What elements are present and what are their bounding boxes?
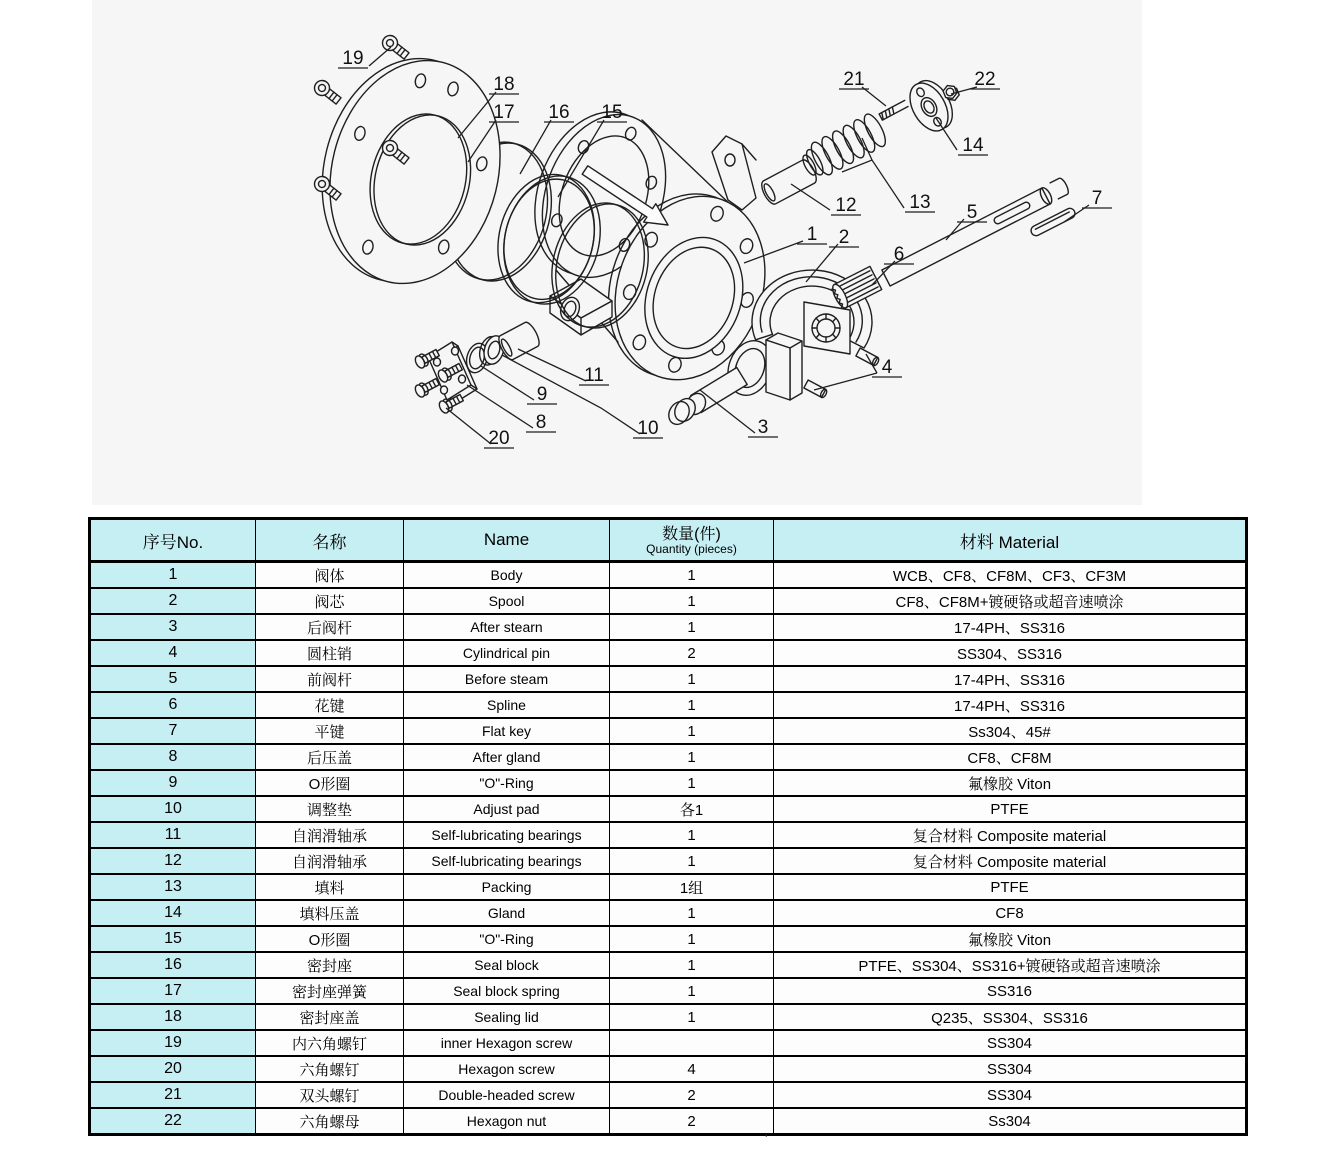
table-row bbox=[90, 848, 1247, 874]
row-no-cell: 11 bbox=[90, 822, 256, 848]
part-number-label: 10 bbox=[637, 418, 659, 439]
name-cn-cell: 密封座弹簧 bbox=[256, 978, 404, 1004]
row-no-cell: 16 bbox=[90, 952, 256, 978]
name-cn-cell: 平键 bbox=[256, 718, 404, 744]
row-no-cell: 7 bbox=[90, 718, 256, 744]
quantity-cell: 各1 bbox=[610, 796, 774, 822]
table-row bbox=[90, 952, 1247, 978]
part-number-label: 13 bbox=[909, 192, 931, 213]
stray-mark: ' bbox=[765, 1131, 768, 1146]
quantity-cell: 2 bbox=[610, 640, 774, 666]
header-quantity bbox=[610, 519, 774, 562]
table-row bbox=[90, 822, 1247, 848]
header-material: 材料 Material bbox=[774, 519, 1247, 562]
row-no-cell: 4 bbox=[90, 640, 256, 666]
row-no-cell: 12 bbox=[90, 848, 256, 874]
material-cell: 17-4PH、SS316 bbox=[774, 614, 1247, 640]
part-number-label: 3 bbox=[757, 417, 769, 438]
material-cell: SS304 bbox=[774, 1030, 1247, 1056]
material-cell: WCB、CF8、CF8M、CF3、CF3M bbox=[774, 562, 1247, 589]
part-number-label: 15 bbox=[601, 102, 623, 123]
material-cell: PTFE、SS304、SS316+镀硬铬或超音速喷涂 bbox=[774, 952, 1247, 978]
name-en-cell: After stearn bbox=[404, 614, 610, 640]
quantity-cell: 1 bbox=[610, 770, 774, 796]
name-en-cell: Sealing lid bbox=[404, 1004, 610, 1030]
table-row bbox=[90, 718, 1247, 744]
table-row bbox=[90, 926, 1247, 952]
header-no: 序号No. bbox=[90, 519, 256, 562]
table-row bbox=[90, 770, 1247, 796]
material-cell: SS304 bbox=[774, 1056, 1247, 1082]
quantity-cell: 1 bbox=[610, 1004, 774, 1030]
name-cn-cell: 密封座盖 bbox=[256, 1004, 404, 1030]
material-cell: 复合材料 Composite material bbox=[774, 822, 1247, 848]
name-en-cell: Hexagon nut bbox=[404, 1108, 610, 1135]
name-cn-cell: 密封座 bbox=[256, 952, 404, 978]
name-cn-cell: 填料压盖 bbox=[256, 900, 404, 926]
material-cell: SS316 bbox=[774, 978, 1247, 1004]
table-row bbox=[90, 588, 1247, 614]
name-en-cell: Cylindrical pin bbox=[404, 640, 610, 666]
name-en-cell: "O"-Ring bbox=[404, 926, 610, 952]
quantity-cell: 1 bbox=[610, 562, 774, 589]
name-cn-cell: 填料 bbox=[256, 874, 404, 900]
table-row bbox=[90, 900, 1247, 926]
name-en-cell: Spool bbox=[404, 588, 610, 614]
table-row bbox=[90, 692, 1247, 718]
row-no-cell: 10 bbox=[90, 796, 256, 822]
part-number-label: 18 bbox=[493, 74, 515, 95]
name-cn-cell: 六角螺母 bbox=[256, 1108, 404, 1135]
table-row bbox=[90, 1030, 1247, 1056]
name-cn-cell: 圆柱销 bbox=[256, 640, 404, 666]
quantity-cell: 1 bbox=[610, 822, 774, 848]
material-cell: 17-4PH、SS316 bbox=[774, 666, 1247, 692]
table-row bbox=[90, 1082, 1247, 1108]
quantity-cell: 1 bbox=[610, 588, 774, 614]
quantity-cell: 2 bbox=[610, 1082, 774, 1108]
parts-table-body bbox=[90, 562, 1247, 1135]
part-number-label: 6 bbox=[893, 244, 905, 265]
quantity-cell: 1 bbox=[610, 718, 774, 744]
name-cn-cell: 后压盖 bbox=[256, 744, 404, 770]
quantity-cell: 1 bbox=[610, 952, 774, 978]
material-cell: CF8、CF8M+镀硬铬或超音速喷涂 bbox=[774, 588, 1247, 614]
name-cn-cell: 前阀杆 bbox=[256, 666, 404, 692]
table-row bbox=[90, 562, 1247, 589]
row-no-cell: 3 bbox=[90, 614, 256, 640]
table-row bbox=[90, 1004, 1247, 1030]
header-quantity-en: Quantity (pieces) bbox=[646, 541, 737, 556]
header-name-cn: 名称 bbox=[256, 519, 404, 562]
name-cn-cell: O形圈 bbox=[256, 926, 404, 952]
material-cell: SS304、SS316 bbox=[774, 640, 1247, 666]
material-cell: PTFE bbox=[774, 796, 1247, 822]
name-en-cell: Seal block bbox=[404, 952, 610, 978]
table-row bbox=[90, 614, 1247, 640]
name-en-cell: "O"-Ring bbox=[404, 770, 610, 796]
quantity-cell: 1 bbox=[610, 848, 774, 874]
row-no-cell: 5 bbox=[90, 666, 256, 692]
row-no-cell: 20 bbox=[90, 1056, 256, 1082]
material-cell: 氟橡胶 Viton bbox=[774, 926, 1247, 952]
name-cn-cell: 自润滑轴承 bbox=[256, 822, 404, 848]
header-name-en: Name bbox=[404, 519, 610, 562]
part-number-label: 14 bbox=[962, 135, 984, 156]
quantity-cell: 1 bbox=[610, 692, 774, 718]
material-cell: 氟橡胶 Viton bbox=[774, 770, 1247, 796]
name-en-cell: Self-lubricating bearings bbox=[404, 848, 610, 874]
quantity-cell: 4 bbox=[610, 1056, 774, 1082]
quantity-cell: 2 bbox=[610, 1108, 774, 1135]
name-en-cell: Gland bbox=[404, 900, 610, 926]
part-number-label: 8 bbox=[535, 412, 547, 433]
quantity-cell: 1 bbox=[610, 744, 774, 770]
part-number-label: 17 bbox=[493, 102, 515, 123]
name-cn-cell: 阀体 bbox=[256, 562, 404, 589]
row-no-cell: 6 bbox=[90, 692, 256, 718]
quantity-cell: 1 bbox=[610, 978, 774, 1004]
row-no-cell: 21 bbox=[90, 1082, 256, 1108]
exploded-view-diagram bbox=[0, 0, 1333, 505]
name-en-cell: Double-headed screw bbox=[404, 1082, 610, 1108]
row-no-cell: 2 bbox=[90, 588, 256, 614]
table-header-row bbox=[90, 519, 1247, 562]
header-quantity-cn: 数量(件) bbox=[662, 525, 721, 543]
row-no-cell: 17 bbox=[90, 978, 256, 1004]
table-row bbox=[90, 874, 1247, 900]
table-row bbox=[90, 640, 1247, 666]
material-cell: CF8、CF8M bbox=[774, 744, 1247, 770]
parts-table bbox=[88, 517, 1248, 1136]
table-row bbox=[90, 1056, 1247, 1082]
name-en-cell: Before steam bbox=[404, 666, 610, 692]
table-row bbox=[90, 744, 1247, 770]
name-cn-cell: O形圈 bbox=[256, 770, 404, 796]
part-number-label: 22 bbox=[974, 69, 996, 90]
name-en-cell: Seal block spring bbox=[404, 978, 610, 1004]
material-cell: CF8 bbox=[774, 900, 1247, 926]
name-en-cell: Adjust pad bbox=[404, 796, 610, 822]
part-number-label: 21 bbox=[843, 69, 865, 90]
name-en-cell: Self-lubricating bearings bbox=[404, 822, 610, 848]
row-no-cell: 8 bbox=[90, 744, 256, 770]
part-number-label: 9 bbox=[536, 384, 548, 405]
row-no-cell: 19 bbox=[90, 1030, 256, 1056]
table-row bbox=[90, 978, 1247, 1004]
quantity-cell: 1 bbox=[610, 666, 774, 692]
part-number-label: 7 bbox=[1091, 188, 1103, 209]
name-cn-cell: 六角螺钉 bbox=[256, 1056, 404, 1082]
row-no-cell: 1 bbox=[90, 562, 256, 589]
part-number-label: 20 bbox=[488, 428, 510, 449]
part-number-label: 19 bbox=[342, 48, 364, 69]
table-row bbox=[90, 666, 1247, 692]
name-en-cell: Body bbox=[404, 562, 610, 589]
name-cn-cell: 内六角螺钉 bbox=[256, 1030, 404, 1056]
name-en-cell: inner Hexagon screw bbox=[404, 1030, 610, 1056]
quantity-cell: 1 bbox=[610, 614, 774, 640]
material-cell: PTFE bbox=[774, 874, 1247, 900]
row-no-cell: 13 bbox=[90, 874, 256, 900]
material-cell: Q235、SS304、SS316 bbox=[774, 1004, 1247, 1030]
part-number-label: 16 bbox=[548, 102, 570, 123]
name-cn-cell: 后阀杆 bbox=[256, 614, 404, 640]
name-en-cell: Flat key bbox=[404, 718, 610, 744]
part-number-label: 2 bbox=[838, 227, 850, 248]
name-en-cell: After gland bbox=[404, 744, 610, 770]
part-number-label: 11 bbox=[584, 365, 604, 386]
part-number-label: 1 bbox=[806, 224, 818, 245]
quantity-cell: 1 bbox=[610, 900, 774, 926]
quantity-cell: 1 bbox=[610, 926, 774, 952]
name-cn-cell: 调整垫 bbox=[256, 796, 404, 822]
name-en-cell: Packing bbox=[404, 874, 610, 900]
row-no-cell: 15 bbox=[90, 926, 256, 952]
material-cell: 复合材料 Composite material bbox=[774, 848, 1247, 874]
row-no-cell: 18 bbox=[90, 1004, 256, 1030]
table-row bbox=[90, 1108, 1247, 1135]
name-cn-cell: 双头螺钉 bbox=[256, 1082, 404, 1108]
name-en-cell: Spline bbox=[404, 692, 610, 718]
quantity-cell bbox=[610, 1030, 774, 1056]
material-cell: Ss304 bbox=[774, 1108, 1247, 1135]
part-number-label: 5 bbox=[966, 202, 978, 223]
row-no-cell: 9 bbox=[90, 770, 256, 796]
material-cell: 17-4PH、SS316 bbox=[774, 692, 1247, 718]
name-cn-cell: 花键 bbox=[256, 692, 404, 718]
name-cn-cell: 自润滑轴承 bbox=[256, 848, 404, 874]
name-cn-cell: 阀芯 bbox=[256, 588, 404, 614]
material-cell: Ss304、45# bbox=[774, 718, 1247, 744]
row-no-cell: 22 bbox=[90, 1108, 256, 1135]
table-row bbox=[90, 796, 1247, 822]
quantity-cell: 1组 bbox=[610, 874, 774, 900]
part-number-label: 12 bbox=[835, 195, 857, 216]
row-no-cell: 14 bbox=[90, 900, 256, 926]
name-en-cell: Hexagon screw bbox=[404, 1056, 610, 1082]
material-cell: SS304 bbox=[774, 1082, 1247, 1108]
part-number-label: 4 bbox=[881, 357, 893, 378]
